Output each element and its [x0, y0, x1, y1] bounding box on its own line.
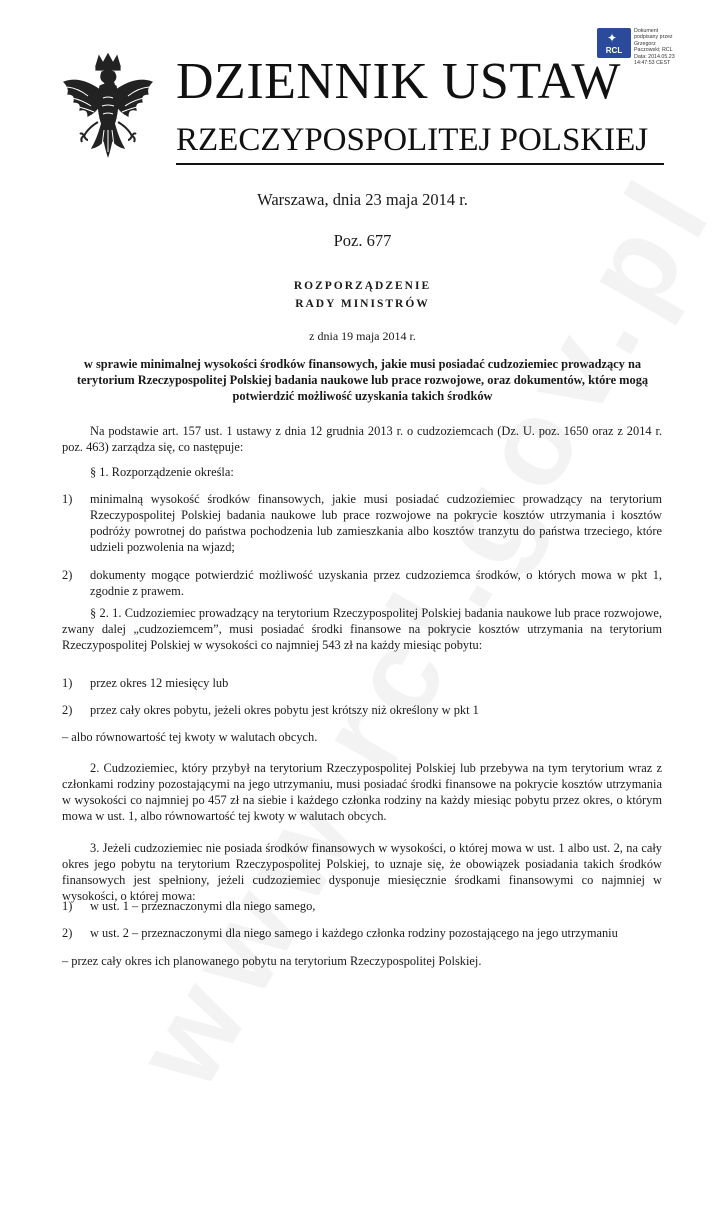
- list-item-number: 1): [62, 676, 73, 690]
- signature-info: [634, 28, 694, 66]
- section-2-tail: – albo równowartość tej kwoty w walutach obcych.: [62, 730, 318, 744]
- list-item-text: przez cały okres pobytu, jeżeli okres pobytu jest krótszy niż określony w pkt 1: [90, 703, 479, 717]
- position-number: Poz. 677: [333, 231, 392, 250]
- list-item-text: przez okres 12 miesięcy lub: [90, 676, 229, 690]
- list-item-text: w ust. 1 – przeznaczonymi dla niego samego,: [90, 899, 316, 913]
- act-subject: w sprawie minimalnej wysokości środków finansowych, jakie musi posiadać cudzoziemiec prowadzący na terytorium Rzeczypospolitej Polskiej badania naukowe lub prace rozwojowe, oraz dokumentów, które mogą potwierdzić możliwość uzyskania takich środków: [76, 357, 649, 403]
- section-2-paragraph-2: 2. Cudzoziemiec, który przybył na terytorium Rzeczypospolitej Polskiej lub przebywa na tym terytorium wraz z członkami rodziny pozostającymi na jego utrzymaniu, musi posiadać środki finansowe na pokrycie kosztów utrzymania w wysokości co najmniej po 457 zł na siebie i każdego członka rodziny na każdy miesiąc pobytu przez okres, o którym mowa w ust. 1, albo równowartość tej kwoty w walutach obcych.: [62, 761, 662, 823]
- section-2-paragraph-3-tail: – przez cały okres ich planowanego pobytu na terytorium Rzeczypospolitej Polskiej.: [62, 954, 482, 968]
- section-2-paragraph-3: 3. Jeżeli cudzoziemiec nie posiada środków finansowych w wysokości, o której mowa w ust. 1 albo ust. 2, na cały okres jego pobytu na terytorium Rzeczypospolitej Polskiej, to uznaje się, że obowiązek posiadania takich środków finansowych jest spełniony, jeżeli cudzoziemiec dysponuje miesięcznie środkami finansowymi co najmniej w wysokości, o której mowa:: [62, 841, 662, 903]
- section-2-paragraph-1: § 2. 1. Cudzoziemiec prowadzący na terytorium Rzeczypospolitej Polskiej badania naukowe lub prace rozwojowe, zwany dalej „cudzoziemcem”, musi posiadać środki finansowe na pokrycie kosztów utrzymania na terytorium Rzeczypospolitej Polskiej w wysokości co najmniej 543 zł na każdy miesiąc pobytu:: [62, 606, 662, 652]
- signature-line: podpisany przez: [634, 34, 673, 41]
- eagle-emblem-icon: [58, 52, 158, 176]
- journal-subtitle: RZECZYPOSPOLITEJ POLSKIEJ: [176, 122, 649, 158]
- rcl-logo-text: RCL: [605, 46, 623, 55]
- list-item-number: 2): [62, 703, 73, 717]
- preamble: Na podstawie art. 157 ust. 1 ustawy z dnia 12 grudnia 2013 r. o cudzoziemcach (Dz. U. poz. 1650 oraz z 2014 r. poz. 463) zarządza się, co następuje:: [62, 424, 662, 454]
- list-item-text: dokumenty mogące potwierdzić możliwość uzyskania przez cudzoziemca środków, o których mowa w pkt 1, zgodnie z prawem.: [90, 568, 662, 598]
- list-item-number: 2): [62, 926, 73, 940]
- signature-line: 14:47:53 CEST: [634, 60, 671, 67]
- publication-date: Warszawa, dnia 23 maja 2014 r.: [257, 190, 468, 209]
- header-divider: [176, 163, 664, 165]
- act-issuer: RADY MINISTRÓW: [295, 298, 430, 310]
- signature-line: Grzegorz: [634, 40, 656, 47]
- section-1-intro: § 1. Rozporządzenie określa:: [90, 465, 234, 479]
- signature-line: Data: 2014.05.23: [634, 53, 675, 60]
- list-item-number: 1): [62, 492, 73, 506]
- act-date: z dnia 19 maja 2014 r.: [309, 329, 416, 343]
- journal-title: DZIENNIK USTAW: [176, 53, 621, 110]
- signature-line: Dokument: [634, 28, 659, 34]
- list-item-number: 1): [62, 899, 73, 913]
- rcl-bird-icon: ✦: [607, 31, 618, 45]
- signature-line: Paczowski; RCL: [634, 47, 673, 54]
- act-type: ROZPORZĄDZENIE: [293, 280, 432, 292]
- list-item-text: minimalną wysokość środków finansowych, jakie musi posiadać cudzoziemiec prowadzący na terytorium Rzeczypospolitej Polskiej badania naukowe lub prace rozwojowe na pokrycie kosztów utrzymania i kosztów podróży powrotnej do państwa pochodzenia lub zamieszkania albo kosztów tranzytu do państwa trzeciego, które udzieli pozwolenia na wjazd;: [90, 492, 662, 554]
- list-item-text: w ust. 2 – przeznaczonymi dla niego samego i każdego członka rodziny pozostającego na jego utrzymaniu: [90, 926, 618, 940]
- list-item-number: 2): [62, 568, 73, 582]
